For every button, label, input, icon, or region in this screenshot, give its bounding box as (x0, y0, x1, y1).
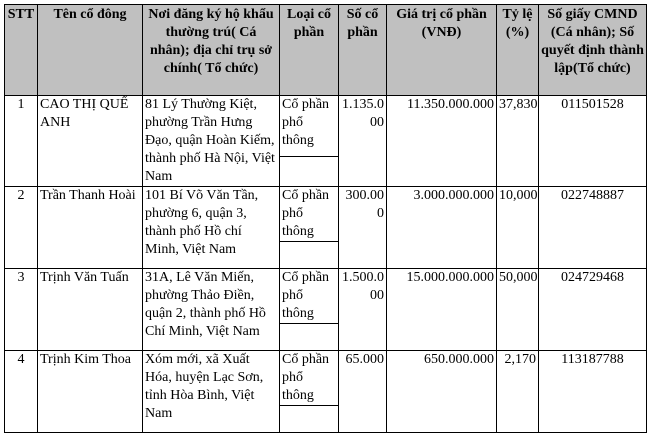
cell-ratio: 2,170 (497, 351, 539, 433)
cell-id-number: 113187788 (539, 351, 647, 433)
col-header-id-number: Số giấy CMND (Cá nhân); Số quyết định thành lập(Tổ chức) (539, 5, 647, 96)
col-header-ratio: Tỷ lệ (%) (497, 5, 539, 96)
cell-id-number: 022748887 (539, 187, 647, 269)
col-header-name: Tên cổ đông (38, 5, 143, 96)
cell-address: Xóm mới, xã Xuất Hóa, huyện Lạc Sơn, tỉnh Hòa Bình, Việt Nam (143, 351, 280, 433)
cell-id-number: 011501528 (539, 96, 647, 187)
cell-empty (280, 406, 339, 433)
cell-empty (280, 324, 339, 351)
cell-name: CAO THỊ QUẾ ANH (38, 96, 143, 187)
col-header-address: Nơi đăng ký hộ khẩu thường trú( Cá nhân); địa chỉ trụ sở chính( Tổ chức) (143, 5, 280, 96)
col-header-share-type: Loại cổ phần (280, 5, 339, 96)
cell-share-type: Cổ phần phổ thông (280, 96, 339, 157)
cell-share-count: 300.000 (339, 187, 387, 269)
cell-share-count: 1.135.000 (339, 96, 387, 187)
cell-stt: 2 (5, 187, 38, 269)
cell-address: 101 Bí Võ Văn Tần, phường 6, quận 3, thành phố Hồ chí Minh, Việt Nam (143, 187, 280, 269)
cell-stt: 1 (5, 96, 38, 187)
col-header-share-value: Giá trị cổ phần (VNĐ) (387, 5, 497, 96)
cell-share-value: 15.000.000.000 (387, 269, 497, 351)
cell-share-value: 650.000.000 (387, 351, 497, 433)
cell-name: Trần Thanh Hoài (38, 187, 143, 269)
col-header-stt: STT (5, 5, 38, 96)
cell-share-value: 3.000.000.000 (387, 187, 497, 269)
cell-share-type: Cổ phần phổ thông (280, 187, 339, 242)
cell-stt: 3 (5, 269, 38, 351)
cell-stt: 4 (5, 351, 38, 433)
cell-ratio: 10,000 (497, 187, 539, 269)
header-row (5, 5, 647, 96)
col-header-share-count: Số cổ phần (339, 5, 387, 96)
cell-name: Trịnh Văn Tuấn (38, 269, 143, 351)
table-row (5, 351, 647, 406)
cell-address: 31A, Lê Văn Miến, phường Thảo Điền, quận 2, thành phố Hồ Chí Minh, Việt Nam (143, 269, 280, 351)
table-row (5, 187, 647, 242)
shareholder-table (4, 4, 647, 433)
cell-empty (280, 157, 339, 187)
table-row (5, 96, 647, 157)
cell-share-count: 1.500.000 (339, 269, 387, 351)
table-header (5, 5, 647, 96)
cell-address: 81 Lý Thường Kiệt, phường Trần Hưng Đạo, quận Hoàn Kiếm, thành phố Hà Nội, Việt Nam (143, 96, 280, 187)
cell-empty (280, 242, 339, 269)
cell-share-type: Cổ phần phổ thông (280, 351, 339, 406)
cell-name: Trịnh Kim Thoa (38, 351, 143, 433)
cell-share-value: 11.350.000.000 (387, 96, 497, 187)
table-body (5, 96, 647, 433)
table-row (5, 269, 647, 324)
cell-share-count: 65.000 (339, 351, 387, 433)
cell-share-type: Cổ phần phổ thông (280, 269, 339, 324)
cell-ratio: 50,000 (497, 269, 539, 351)
cell-id-number: 024729468 (539, 269, 647, 351)
cell-ratio: 37,830 (497, 96, 539, 187)
